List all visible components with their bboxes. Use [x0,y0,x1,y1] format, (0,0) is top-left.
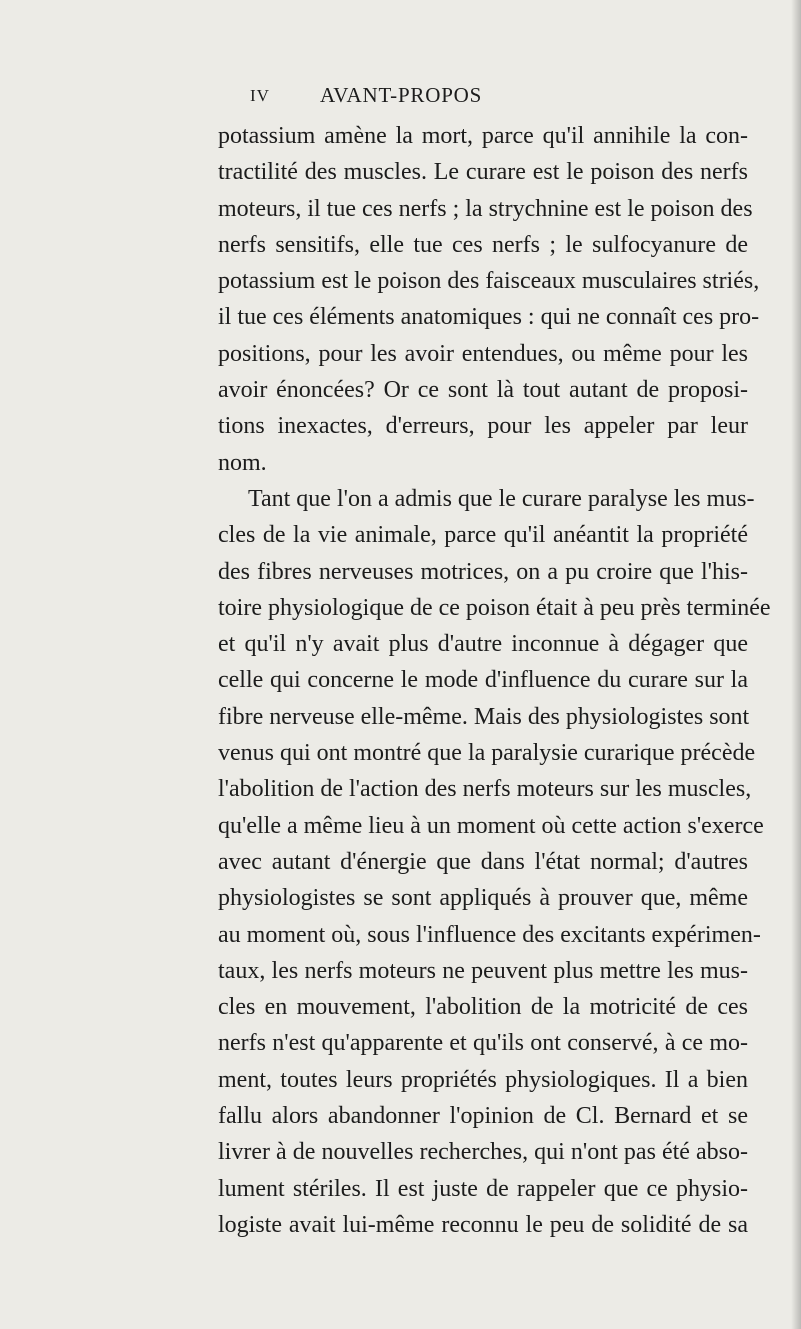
text-line: celle qui concerne le mode d'influence du curare sur la [218,667,748,694]
text-line: physiologistes se sont appliqués à prouver que, même [218,885,748,912]
text-line: venus qui ont montré que la paralysie curarique précède [218,740,756,767]
text-line: livrer à de nouvelles recherches, qui n'ont pas été abso- [218,1139,748,1166]
text-line: fibre nerveuse elle-même. Mais des physiologistes sont [218,703,750,730]
text-line: logiste avait lui-même reconnu le peu de solidité de sa [218,1211,748,1238]
text-line: qu'elle a même lieu à un moment où cette action s'exerce [218,812,764,839]
text-line: nerfs n'est qu'apparente et qu'ils ont conservé, à ce mo- [218,1030,748,1057]
text-line: nerfs sensitifs, elle tue ces nerfs ; le sulfocyanure de [218,231,748,258]
text-line: nom. [218,449,267,476]
body-text [218,118,771,1243]
running-title: AVANT-PROPOS [320,83,483,107]
text-line: cles en mouvement, l'abolition de la motricité de ces [218,994,748,1021]
text-line: taux, les nerfs moteurs ne peuvent plus mettre les mus- [218,957,748,984]
text-line: moteurs, il tue ces nerfs ; la strychnine est le poison des [218,195,753,222]
text-line: fallu alors abandonner l'opinion de Cl. Bernard et se [218,1103,748,1130]
page-edge-shadow [791,0,801,1329]
text-line: toire physiologique de ce poison était à peu près terminée [218,594,771,621]
text-line: l'abolition de l'action des nerfs moteurs sur les muscles, [218,776,752,803]
text-line: positions, pour les avoir entendues, ou même pour les [218,340,748,367]
text-line: lument stériles. Il est juste de rappeler que ce physio- [218,1175,748,1202]
text-line: potassium amène la mort, parce qu'il annihile la con- [218,123,748,149]
page-number: IV [250,86,270,105]
text-line: cles de la vie animale, parce qu'il anéantit la propriété [218,522,748,549]
text-line: ment, toutes leurs propriétés physiologiques. Il a bien [218,1066,748,1093]
page-header [250,83,550,110]
text-line: des fibres nerveuses motrices, on a pu croire que l'his- [218,558,748,585]
text-line: tions inexactes, d'erreurs, pour les appeler par leur [218,413,748,440]
text-line: il tue ces éléments anatomiques : qui ne connaît ces pro- [218,304,760,331]
text-line: au moment où, sous l'influence des excitants expérimen- [218,921,761,948]
text-line: et qu'il n'y avait plus d'autre inconnue à dégager que [218,631,748,658]
text-line: avoir énoncées? Or ce sont là tout autant de proposi- [218,377,748,404]
text-line: tractilité des muscles. Le curare est le poison des nerfs [218,159,748,186]
text-line: potassium est le poison des faisceaux musculaires striés, [218,268,760,295]
text-line: Tant que l'on a admis que le curare paralyse les mus- [248,485,755,512]
text-line: avec autant d'énergie que dans l'état normal; d'autres [218,848,748,875]
